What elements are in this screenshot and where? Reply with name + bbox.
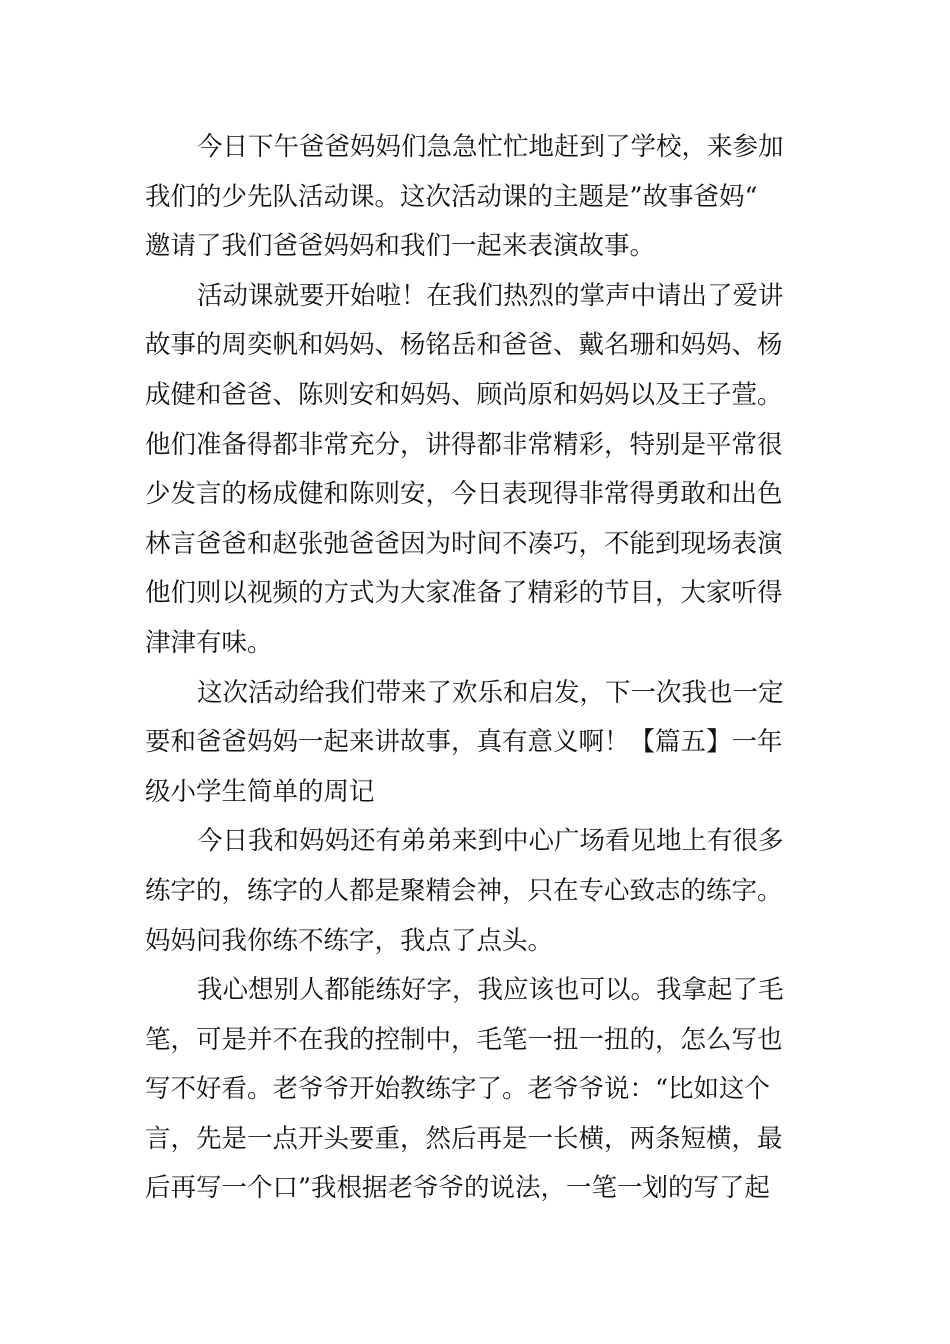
text-line: 林言爸爸和赵张弛爸爸因为时间不凑巧，不能到现场表演 (145, 528, 783, 559)
text-line: 练字的，练字的人都是聚精会神，只在专心致志的练字。 (145, 875, 783, 906)
text-line: 我心想别人都能练好字，我应该也可以。我拿起了毛 (197, 975, 784, 1006)
paragraph-3 (145, 669, 815, 818)
text-line: 写不好看。老爷爷开始教练字了。老爷爷说：“比如这个 (145, 1074, 771, 1105)
text-line: 邀请了我们爸爸妈妈和我们一起来表演故事。 (145, 231, 656, 262)
document-page (145, 123, 815, 1214)
text-line: 这次活动给我们带来了欢乐和启发，下一次我也一定 (197, 677, 784, 708)
paragraph-2 (145, 272, 815, 669)
paragraph-5 (145, 966, 815, 1214)
text-line: 言，先是一点开头要重，然后再是一长横，两条短横，最 (145, 1123, 783, 1154)
text-line: 后再写一个口”我根据老爷爷的说法，一笔一划的写了起 (145, 1173, 771, 1204)
text-line: 今日下午爸爸妈妈们急急忙忙地赶到了学校，来参加 (197, 132, 784, 162)
text-line: 级小学生简单的周记 (145, 776, 375, 807)
text-line: 他们则以视频的方式为大家准备了精彩的节目，大家听得 (145, 578, 783, 609)
text-line: 笔，可是并不在我的控制中，毛笔一扭一扭的，怎么写也 (145, 1024, 783, 1055)
text-line: 要和爸爸妈妈一起来讲故事，真有意义啊！【篇五】一年 (145, 727, 783, 758)
text-line: 少发言的杨成健和陈则安，今日表现得非常得勇敢和出色 (145, 479, 783, 510)
paragraph-4 (145, 817, 815, 966)
text-line: 妈妈问我你练不练字，我点了点头。 (145, 925, 554, 956)
text-line: 他们准备得都非常充分，讲得都非常精彩，特别是平常很 (145, 429, 783, 460)
text-line: 津津有味。 (145, 627, 273, 658)
text-line: 我们的少先队活动课。这次活动课的主题是”故事爸妈“ (145, 181, 758, 212)
text-line: 今日我和妈妈还有弟弟来到中心广场看见地上有很多 (197, 826, 784, 857)
text-line: 活动课就要开始啦！在我们热烈的掌声中请出了爱讲 (197, 280, 784, 311)
paragraph-1 (145, 123, 815, 272)
text-line: 故事的周奕帆和妈妈、杨铭岳和爸爸、戴名珊和妈妈、杨 (145, 330, 783, 361)
text-line: 成健和爸爸、陈则安和妈妈、顾尚原和妈妈以及王子萱。 (145, 379, 783, 410)
